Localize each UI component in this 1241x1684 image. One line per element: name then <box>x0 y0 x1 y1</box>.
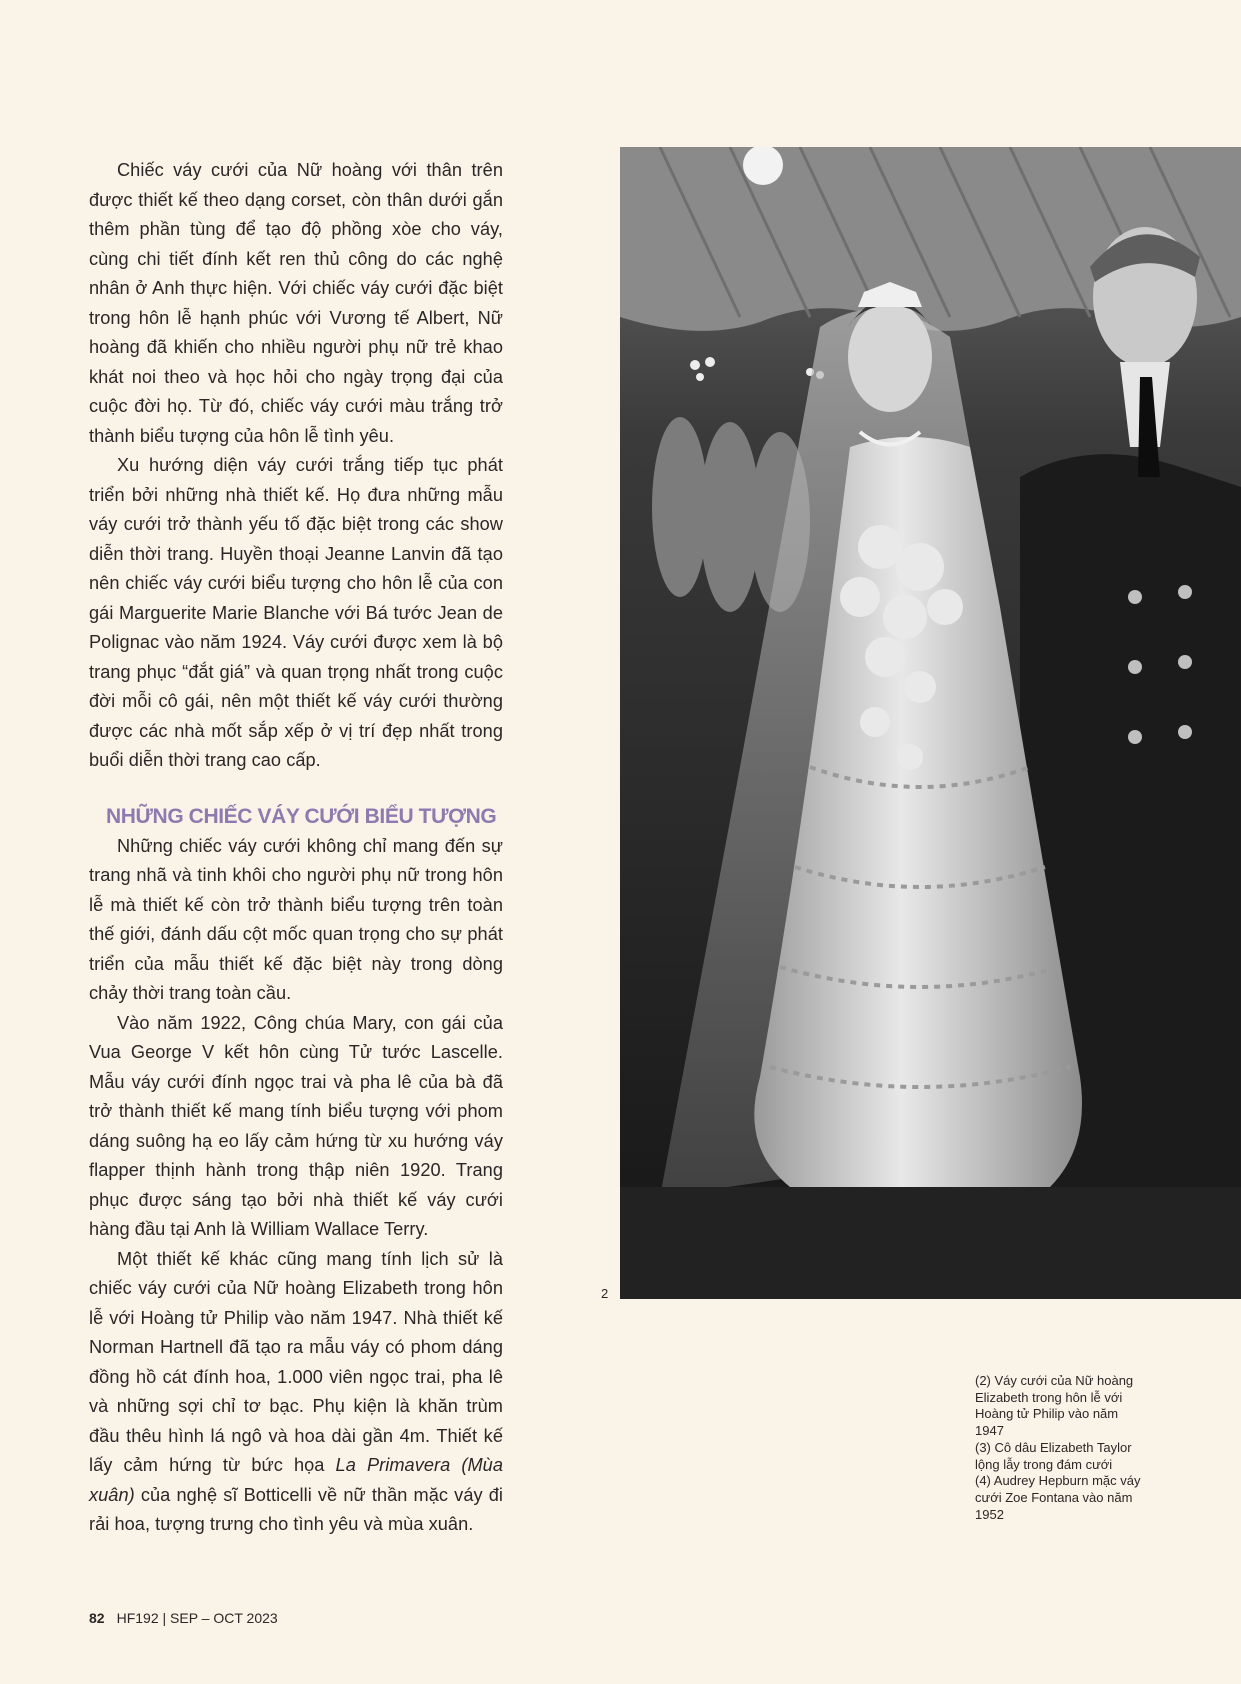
wedding-photo-illustration <box>620 147 1241 1299</box>
page-number: 82 <box>89 1610 105 1626</box>
paragraph-text-before: Một thiết kế khác cũng mang tính lịch sử là chiếc váy cưới của Nữ hoàng Elizabeth trong hôn lễ với Hoàng tử Philip vào năm 1947. Nhà thiết kế Norman Hartnell đã tạo ra mẫu váy có phom dáng đồng hồ cát đính hoa, 1.000 viên ngọc trai, pha lê và những sợi chỉ tơ bạc. Phụ kiện là khăn trùm đầu thêu hình lá ngô và hoa dài gần 4m. Thiết kế lấy cảm hứng từ bức họa <box>89 1248 503 1475</box>
article-paragraph: Xu hướng diện váy cưới trắng tiếp tục phát triển bởi những nhà thiết kế. Họ đưa những mẫu váy cưới trở thành yếu tố đặc biệt trong các show diễn thời trang. Huyền thoại Jeanne Lanvin đã tạo nên chiếc váy cưới biểu tượng cho hôn lễ của con gái Marguerite Marie Blanche với Bá tước Jean de Polignac vào năm 1924. Váy cưới được xem là bộ trang phục “đắt giá” và quan trọng nhất trong cuộc đời mỗi cô gái, nên một thiết kế váy cưới thường được các nhà mốt sắp xếp ở vị trí đẹp nhất trong buổi diễn thời trang cao cấp. <box>89 455 503 770</box>
issue-label: HF192 | SEP – OCT 2023 <box>116 1610 278 1626</box>
section-heading: NHỮNG CHIẾC VÁY CƯỚI BIỂU TƯỢNG <box>106 804 497 828</box>
article-paragraph: Những chiếc váy cưới không chỉ mang đến sự trang nhã và tinh khôi cho người phụ nữ trong hôn lễ mà thiết kế còn trở thành biểu tượng trên toàn thế giới, đánh dấu cột mốc quan trọng cho sự phát triển của mẫu thiết kế đặc biệt này trong dòng chảy thời trang toàn cầu. <box>89 835 503 1003</box>
wedding-photo <box>620 147 1241 1299</box>
photo-number: 2 <box>601 1286 609 1301</box>
article-paragraph-last <box>89 1245 503 1540</box>
article-paragraph: Chiếc váy cưới của Nữ hoàng với thân trên được thiết kế theo dạng corset, còn thân dưới gắn thêm phần tùng để tạo độ phồng xòe cho váy, cùng chi tiết đính kết ren thủ công do các nghệ nhân ở Anh thực hiện. Với chiếc váy cưới đặc biệt trong hôn lễ hạnh phúc với Vương tế Albert, Nữ hoàng đã khiến cho nhiều người phụ nữ trẻ khao khát noi theo và học hỏi cho ngày trọng đại của cuộc đời họ. Từ đó, chiếc váy cưới màu trắng trở thành biểu tượng của hôn lễ tình yêu. <box>89 160 503 446</box>
caption-line: (4) Audrey Hepburn mặc váy cưới Zoe Fontana vào năm 1952 <box>975 1473 1141 1522</box>
article-paragraph: Vào năm 1922, Công chúa Mary, con gái của Vua George V kết hôn cùng Tử tước Lascelle. Mẫu váy cưới đính ngọc trai và pha lê của bà đã trở thành thiết kế mang tính biểu tượng với phom dáng suông hạ eo lấy cảm hứng từ xu hướng váy flapper thịnh hành trong thập niên 1920. Trang phục được sáng tạo bởi nhà thiết kế váy cưới hàng đầu tại Anh là William Wallace Terry. <box>89 1012 503 1239</box>
photo-caption <box>975 1373 1145 1523</box>
caption-line: (2) Váy cưới của Nữ hoàng Elizabeth trong hôn lễ với Hoàng tử Philip vào năm 1947 <box>975 1373 1134 1439</box>
paragraph-text-after: của nghệ sĩ Botticelli về nữ thần mặc váy đi rải hoa, tượng trưng cho tình yêu và mùa xuân. <box>89 1484 503 1534</box>
article-text-column <box>89 156 503 1540</box>
page-footer <box>89 1610 278 1626</box>
caption-line: (3) Cô dâu Elizabeth Taylor lộng lẫy trong đám cưới <box>975 1439 1132 1472</box>
artwork-title: La Primavera (Mùa xuân) <box>89 1455 504 1505</box>
